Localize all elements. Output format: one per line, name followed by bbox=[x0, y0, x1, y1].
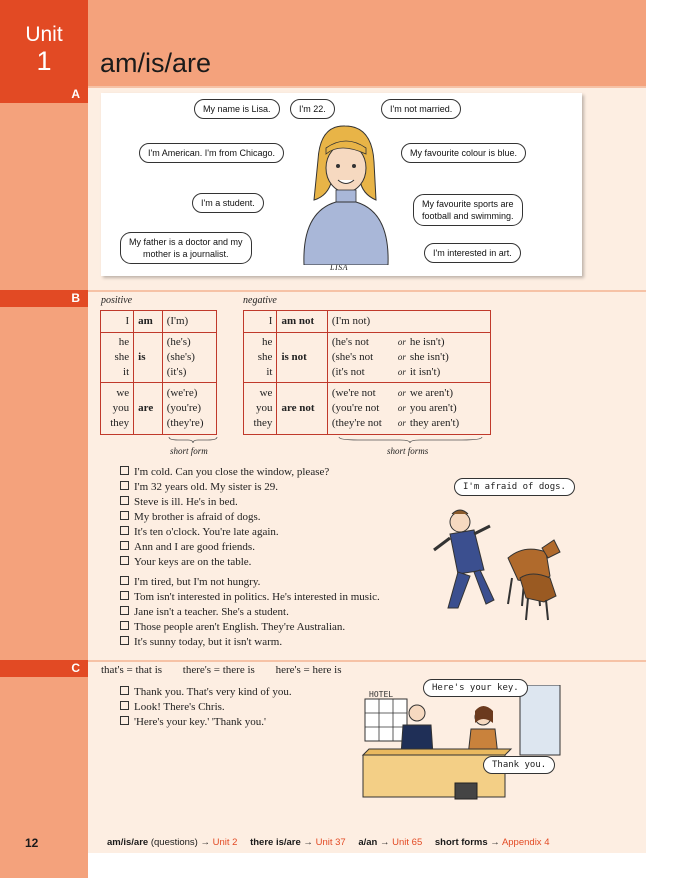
list-item bbox=[120, 540, 329, 555]
formula-heres: here's = here is bbox=[275, 664, 342, 676]
formula-thats: that's = that is bbox=[101, 664, 163, 676]
example-text: My brother is afraid of dogs. bbox=[134, 511, 261, 523]
pos-pronouns-3rd bbox=[101, 333, 134, 383]
checkbox-icon bbox=[120, 526, 129, 535]
pron-you: you bbox=[112, 402, 130, 414]
list-item bbox=[120, 715, 292, 730]
example-text: Those people aren't English. They're Australian. bbox=[134, 621, 346, 633]
hotel-sign: HOTEL bbox=[369, 690, 394, 699]
alt-we-arent: we aren't) bbox=[409, 387, 454, 399]
examples-c-list bbox=[120, 685, 292, 730]
list-item bbox=[120, 495, 329, 510]
pron-he: he bbox=[118, 336, 130, 348]
speech-bubble-american: I'm American. I'm from Chicago. bbox=[139, 143, 284, 163]
short-forms-brace bbox=[338, 436, 483, 444]
list-item bbox=[120, 465, 329, 480]
short-form-label: short form bbox=[170, 446, 208, 456]
section-b-marker: B bbox=[0, 290, 88, 307]
pron-it: it bbox=[266, 366, 273, 378]
sports-line-2: football and swimming. bbox=[422, 211, 514, 221]
short-form-brace bbox=[168, 436, 218, 444]
short-were-not: (we're not bbox=[331, 387, 376, 399]
list-item bbox=[120, 555, 329, 570]
pron-he: he bbox=[262, 336, 273, 348]
example-text: I'm cold. Can you close the window, please? bbox=[134, 466, 330, 478]
checkbox-icon bbox=[120, 701, 129, 710]
example-text: I'm 32 years old. My sister is 29. bbox=[134, 481, 279, 493]
positive-table bbox=[100, 310, 217, 435]
neg-short-plural bbox=[327, 383, 490, 435]
speech-bubble-thanks: Thank you. bbox=[483, 756, 555, 774]
section-a-divider bbox=[88, 86, 646, 88]
cross-references bbox=[107, 837, 549, 848]
short-were: (we're) bbox=[166, 387, 198, 399]
man-and-dogs-illustration bbox=[428, 500, 570, 622]
section-b-divider bbox=[88, 290, 646, 292]
alt-they-arent: they aren't) bbox=[409, 417, 460, 429]
speech-bubble-age: I'm 22. bbox=[290, 99, 335, 119]
alt-he-isnt: he isn't) bbox=[409, 336, 445, 348]
checkbox-icon bbox=[120, 511, 129, 520]
section-a-marker: A bbox=[0, 86, 88, 103]
xref-topic: am/is/are bbox=[107, 837, 149, 848]
xref-topic: there is/are bbox=[250, 837, 301, 848]
pron-she: she bbox=[257, 351, 273, 363]
xref-topic: short forms bbox=[434, 837, 488, 848]
checkbox-icon bbox=[120, 636, 129, 645]
short-forms-label: short forms bbox=[387, 446, 429, 456]
pos-pronoun-i: I bbox=[101, 311, 134, 333]
pron-you: you bbox=[255, 402, 273, 414]
list-item bbox=[120, 620, 380, 635]
positive-label: positive bbox=[101, 295, 133, 306]
section-c-divider bbox=[88, 660, 646, 662]
neg-verb-is-not: is not bbox=[277, 333, 327, 383]
pron-we: we bbox=[116, 387, 130, 399]
example-text: Thank you. That's very kind of you. bbox=[134, 686, 292, 698]
list-item bbox=[120, 525, 329, 540]
or-word: or bbox=[397, 388, 406, 398]
negative-label: negative bbox=[243, 295, 277, 306]
short-its-not: (it's not bbox=[331, 366, 365, 378]
speech-bubble-key: Here's your key. bbox=[423, 679, 528, 697]
checkbox-icon bbox=[120, 576, 129, 585]
pos-verb-am: am bbox=[134, 311, 163, 333]
checkbox-icon bbox=[120, 496, 129, 505]
list-item bbox=[120, 590, 380, 605]
checkbox-icon bbox=[120, 686, 129, 695]
neg-verb-are-not: are not bbox=[277, 383, 327, 435]
list-item bbox=[120, 700, 292, 715]
example-text: Look! There's Chris. bbox=[134, 701, 225, 713]
short-shes-not: (she's not bbox=[331, 351, 374, 363]
example-text: Steve is ill. He's in bed. bbox=[134, 496, 238, 508]
pron-we: we bbox=[259, 387, 273, 399]
short-theyre-not: (they're not bbox=[331, 417, 382, 429]
speech-bubble-name: My name is Lisa. bbox=[194, 99, 280, 119]
example-text: It's sunny today, but it isn't warm. bbox=[134, 636, 283, 648]
neg-pronouns-plural bbox=[244, 383, 277, 435]
or-word: or bbox=[397, 337, 406, 347]
short-youre: (you're) bbox=[166, 402, 202, 414]
pron-they: they bbox=[253, 417, 273, 429]
pron-she: she bbox=[114, 351, 130, 363]
checkbox-icon bbox=[120, 591, 129, 600]
short-shes: (she's) bbox=[166, 351, 195, 363]
or-word: or bbox=[397, 352, 406, 362]
speech-bubble-colour: My favourite colour is blue. bbox=[401, 143, 526, 163]
sports-line-1: My favourite sports are bbox=[422, 199, 514, 209]
pos-pronouns-plural bbox=[101, 383, 134, 435]
contraction-formulas bbox=[101, 664, 360, 676]
speech-bubble-dogs: I'm afraid of dogs. bbox=[454, 478, 575, 496]
xref-arrow: (questions) → bbox=[148, 837, 213, 848]
xref-item bbox=[435, 837, 550, 848]
short-hes-not: (he's not bbox=[331, 336, 369, 348]
example-text: Jane isn't a teacher. She's a student. bbox=[134, 606, 289, 618]
examples-negative-list bbox=[120, 575, 380, 650]
neg-short-3rd bbox=[327, 333, 490, 383]
neg-pronoun-i: I bbox=[244, 311, 277, 333]
xref-link[interactable]: Appendix 4 bbox=[501, 837, 550, 848]
xref-item bbox=[250, 837, 346, 848]
example-text: Your keys are on the table. bbox=[134, 556, 252, 568]
xref-link[interactable]: Unit 65 bbox=[392, 837, 423, 848]
short-theyre: (they're) bbox=[166, 417, 204, 429]
speech-bubble-student: I'm a student. bbox=[192, 193, 264, 213]
list-item bbox=[120, 635, 380, 650]
checkbox-icon bbox=[120, 621, 129, 630]
example-text: 'Here's your key.' 'Thank you.' bbox=[134, 716, 266, 728]
pos-verb-are: are bbox=[134, 383, 163, 435]
list-item bbox=[120, 480, 329, 495]
list-item bbox=[120, 575, 380, 590]
speech-bubble-married: I'm not married. bbox=[381, 99, 461, 119]
pron-they: they bbox=[110, 417, 130, 429]
hotel-reception-illustration bbox=[355, 685, 565, 810]
checkbox-icon bbox=[120, 481, 129, 490]
page-title: am/is/are bbox=[100, 48, 212, 78]
page-number: 12 bbox=[25, 836, 39, 850]
unit-badge bbox=[0, 0, 88, 88]
or-word: or bbox=[397, 367, 406, 377]
unit-label: Unit bbox=[25, 23, 63, 46]
speech-bubble-sports bbox=[413, 194, 523, 226]
or-word: or bbox=[397, 403, 406, 413]
parents-line-1: My father is a doctor and my bbox=[129, 237, 243, 247]
illustration-caption: LISA bbox=[330, 263, 348, 272]
short-its: (it's) bbox=[166, 366, 187, 378]
xref-arrow: → bbox=[300, 837, 316, 848]
section-c-marker: C bbox=[0, 660, 88, 677]
pos-short-3rd bbox=[162, 333, 216, 383]
unit-number: 1 bbox=[36, 46, 52, 76]
example-text: Ann and I are good friends. bbox=[134, 541, 255, 553]
checkbox-icon bbox=[120, 716, 129, 725]
example-text: It's ten o'clock. You're late again. bbox=[134, 526, 279, 538]
xref-topic: a/an bbox=[358, 837, 378, 848]
short-hes: (he's) bbox=[166, 336, 191, 348]
pos-short-im: (I'm) bbox=[162, 311, 216, 333]
xref-arrow: → bbox=[377, 837, 393, 848]
pos-short-plural bbox=[162, 383, 216, 435]
speech-bubble-parents bbox=[120, 232, 252, 264]
short-youre-not: (you're not bbox=[331, 402, 380, 414]
alt-you-arent: you aren't) bbox=[409, 402, 457, 414]
sidebar bbox=[0, 0, 88, 878]
parents-line-2: mother is a journalist. bbox=[143, 249, 229, 259]
xref-arrow: → bbox=[487, 837, 502, 848]
formula-theres: there's = there is bbox=[182, 664, 255, 676]
xref-link[interactable]: Unit 2 bbox=[212, 837, 238, 848]
neg-verb-am-not: am not bbox=[277, 311, 327, 333]
list-item bbox=[120, 685, 292, 700]
alt-it-isnt: it isn't) bbox=[409, 366, 441, 378]
checkbox-icon bbox=[120, 556, 129, 565]
examples-positive-list bbox=[120, 465, 329, 570]
example-text: I'm tired, but I'm not hungry. bbox=[134, 576, 261, 588]
pos-verb-is: is bbox=[134, 333, 163, 383]
list-item bbox=[120, 510, 329, 525]
checkbox-icon bbox=[120, 466, 129, 475]
xref-link[interactable]: Unit 37 bbox=[315, 837, 346, 848]
neg-pronouns-3rd bbox=[244, 333, 277, 383]
example-text: Tom isn't interested in politics. He's interested in music. bbox=[134, 591, 380, 603]
checkbox-icon bbox=[120, 606, 129, 615]
or-word: or bbox=[397, 418, 406, 428]
lisa-illustration bbox=[290, 120, 400, 265]
alt-she-isnt: she isn't) bbox=[409, 351, 449, 363]
pron-it: it bbox=[123, 366, 130, 378]
xref-item bbox=[107, 837, 237, 848]
checkbox-icon bbox=[120, 541, 129, 550]
negative-table bbox=[243, 310, 491, 435]
speech-bubble-art: I'm interested in art. bbox=[424, 243, 521, 263]
neg-short-im-not: (I'm not) bbox=[327, 311, 490, 333]
list-item bbox=[120, 605, 380, 620]
xref-item bbox=[358, 837, 422, 848]
